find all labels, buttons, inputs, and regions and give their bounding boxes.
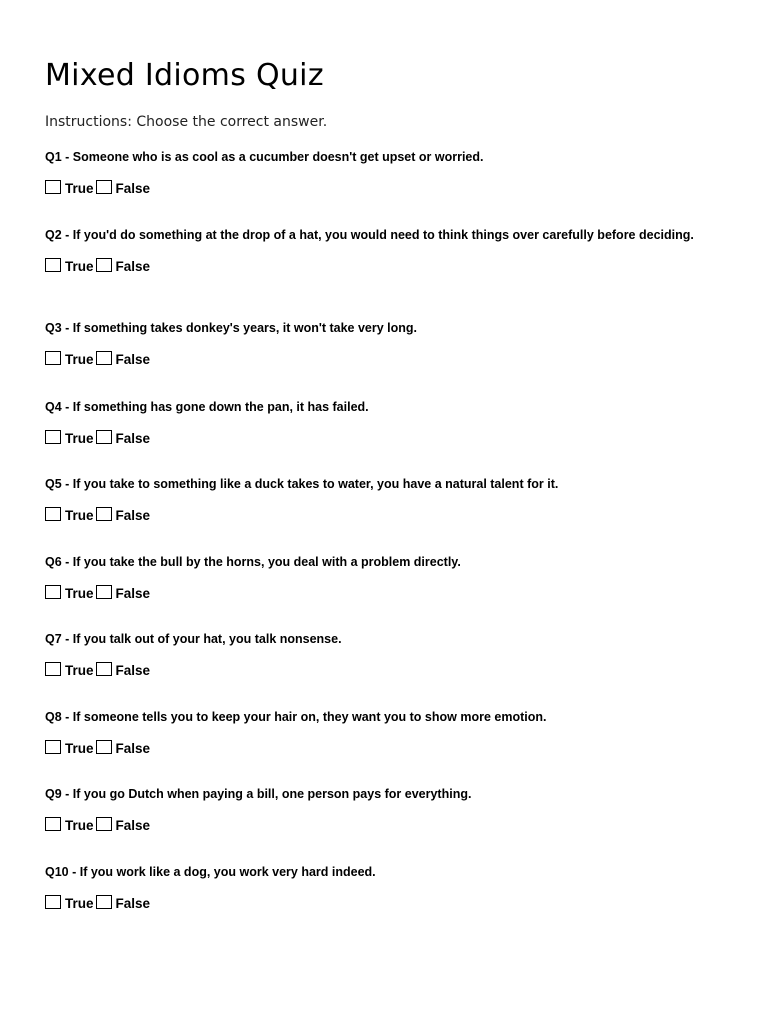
question-4 [45, 400, 695, 446]
question-7 [45, 632, 695, 678]
true-option[interactable] [45, 740, 96, 756]
false-option[interactable] [96, 507, 153, 523]
true-label[interactable]: True [65, 352, 94, 367]
question-text: Q4 - If something has gone down the pan, it has failed. [45, 400, 369, 414]
false-checkbox[interactable] [96, 258, 112, 272]
question-2 [45, 228, 695, 274]
true-label[interactable]: True [65, 741, 94, 756]
true-checkbox[interactable] [45, 351, 61, 365]
false-checkbox[interactable] [96, 895, 112, 909]
answer-options [45, 428, 695, 446]
question-3 [45, 321, 695, 367]
question-text: Q6 - If you take the bull by the horns, you deal with a problem directly. [45, 555, 461, 569]
false-label[interactable]: False [115, 181, 151, 196]
true-checkbox[interactable] [45, 817, 61, 831]
false-option[interactable] [96, 180, 153, 196]
true-option[interactable] [45, 817, 96, 833]
answer-options [45, 738, 695, 756]
answer-options [45, 660, 695, 678]
true-checkbox[interactable] [45, 258, 61, 272]
true-option[interactable] [45, 180, 96, 196]
true-checkbox[interactable] [45, 585, 61, 599]
question-text: Q9 - If you go Dutch when paying a bill, one person pays for everything. [45, 787, 472, 801]
question-text: Q1 - Someone who is as cool as a cucumber doesn't get upset or worried. [45, 150, 484, 164]
question-1 [45, 150, 695, 196]
false-option[interactable] [96, 430, 153, 446]
false-checkbox[interactable] [96, 662, 112, 676]
false-label[interactable]: False [115, 818, 151, 833]
true-option[interactable] [45, 662, 96, 678]
page-title: Mixed Idioms Quiz [45, 58, 324, 93]
true-label[interactable]: True [65, 431, 94, 446]
question-6 [45, 555, 695, 601]
false-option[interactable] [96, 817, 153, 833]
question-5 [45, 477, 695, 523]
question-8 [45, 710, 695, 756]
true-option[interactable] [45, 585, 96, 601]
false-label[interactable]: False [115, 586, 151, 601]
question-text: Q8 - If someone tells you to keep your hair on, they want you to show more emotion. [45, 710, 547, 724]
false-label[interactable]: False [115, 431, 151, 446]
true-label[interactable]: True [65, 508, 94, 523]
true-option[interactable] [45, 430, 96, 446]
true-checkbox[interactable] [45, 740, 61, 754]
answer-options [45, 349, 695, 367]
false-checkbox[interactable] [96, 817, 112, 831]
true-label[interactable]: True [65, 818, 94, 833]
answer-options [45, 583, 695, 601]
false-checkbox[interactable] [96, 430, 112, 444]
false-option[interactable] [96, 895, 153, 911]
false-label[interactable]: False [115, 352, 151, 367]
true-label[interactable]: True [65, 896, 94, 911]
false-label[interactable]: False [115, 508, 151, 523]
true-checkbox[interactable] [45, 662, 61, 676]
false-checkbox[interactable] [96, 351, 112, 365]
true-checkbox[interactable] [45, 180, 61, 194]
false-checkbox[interactable] [96, 740, 112, 754]
answer-options [45, 505, 695, 523]
false-checkbox[interactable] [96, 507, 112, 521]
answer-options [45, 815, 695, 833]
false-option[interactable] [96, 662, 153, 678]
false-label[interactable]: False [115, 259, 151, 274]
false-option[interactable] [96, 351, 153, 367]
false-label[interactable]: False [115, 663, 151, 678]
true-label[interactable]: True [65, 663, 94, 678]
true-label[interactable]: True [65, 586, 94, 601]
true-label[interactable]: True [65, 259, 94, 274]
instructions-text: Instructions: Choose the correct answer. [45, 114, 328, 130]
question-text: Q7 - If you talk out of your hat, you talk nonsense. [45, 632, 342, 646]
question-text: Q2 - If you'd do something at the drop of a hat, you would need to think things over carefully before deciding. [45, 228, 694, 242]
question-text: Q3 - If something takes donkey's years, it won't take very long. [45, 321, 418, 335]
false-option[interactable] [96, 585, 153, 601]
false-checkbox[interactable] [96, 180, 112, 194]
question-10 [45, 865, 695, 911]
answer-options [45, 893, 695, 911]
false-label[interactable]: False [115, 741, 151, 756]
true-checkbox[interactable] [45, 507, 61, 521]
true-label[interactable]: True [65, 181, 94, 196]
false-checkbox[interactable] [96, 585, 112, 599]
question-9 [45, 787, 695, 833]
true-option[interactable] [45, 895, 96, 911]
true-option[interactable] [45, 258, 96, 274]
true-checkbox[interactable] [45, 895, 61, 909]
false-label[interactable]: False [115, 896, 151, 911]
question-text: Q5 - If you take to something like a duck takes to water, you have a natural talent for it. [45, 477, 559, 491]
question-text: Q10 - If you work like a dog, you work very hard indeed. [45, 865, 376, 879]
true-option[interactable] [45, 507, 96, 523]
true-checkbox[interactable] [45, 430, 61, 444]
answer-options [45, 178, 695, 196]
true-option[interactable] [45, 351, 96, 367]
answer-options [45, 256, 695, 274]
false-option[interactable] [96, 258, 153, 274]
false-option[interactable] [96, 740, 153, 756]
